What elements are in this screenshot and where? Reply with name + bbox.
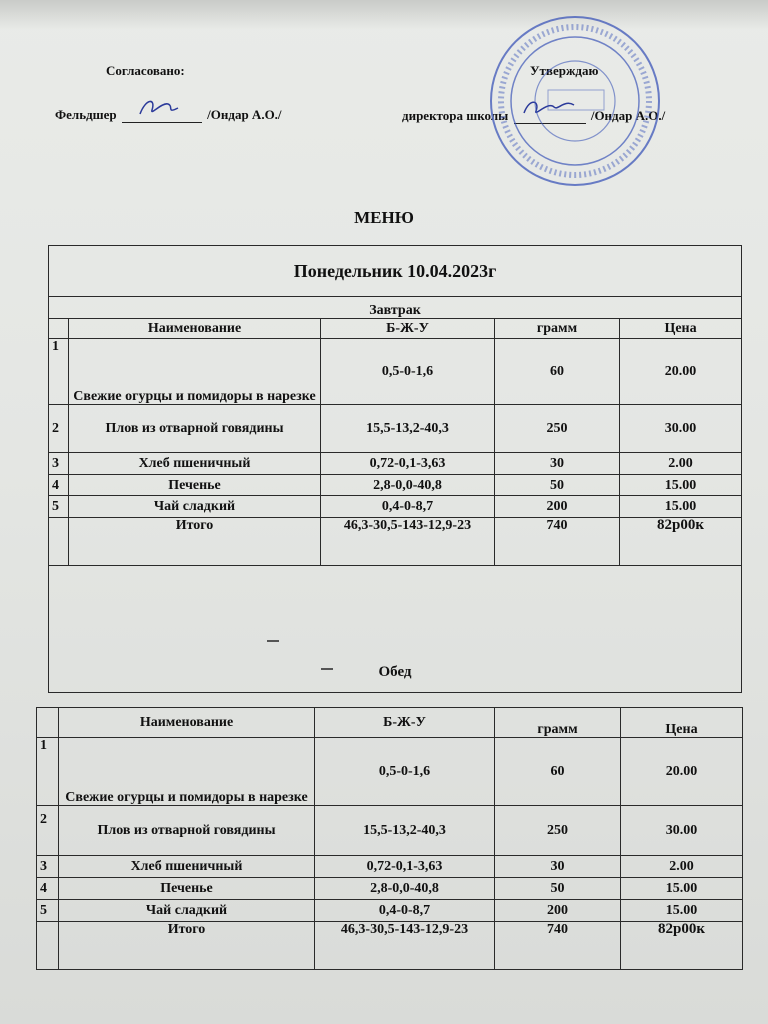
breakfast-menu-table <box>48 245 742 693</box>
medic-signature <box>122 96 202 123</box>
number-header <box>37 708 59 738</box>
gram-header: грамм <box>495 708 621 738</box>
breakfast-heading: Завтрак <box>49 297 742 319</box>
bju-header: Б-Ж-У <box>315 708 495 738</box>
school-seal-stamp <box>486 12 664 190</box>
page-title: МЕНЮ <box>354 208 414 227</box>
director-name: /Ондар А.О./ <box>590 108 666 123</box>
medic-signature-line <box>55 96 282 123</box>
gram-header: грамм <box>495 319 620 339</box>
smudge-mark <box>267 640 279 642</box>
table-row: 5 Чай сладкий 0,4-0-8,7 200 15.00 <box>49 496 742 518</box>
table-row: 3 Хлеб пшеничный 0,72-0,1-3,63 30 2.00 <box>37 856 743 878</box>
medic-name: /Ондар А.О./ <box>207 107 282 122</box>
agreed-label: Согласовано: <box>106 63 185 78</box>
section-gap <box>49 566 742 693</box>
table-row: 3 Хлеб пшеничный 0,72-0,1-3,63 30 2.00 <box>49 453 742 475</box>
column-header-row <box>49 319 742 339</box>
name-header: Наименование <box>59 708 315 738</box>
price-header: Цена <box>620 319 742 339</box>
signature-scribble-icon <box>122 96 202 118</box>
table-row: 4 Печенье 2,8-0,0-40,8 50 15.00 <box>49 475 742 496</box>
table-row: 1 Свежие огурцы и помидоры в нарезке 0,5-0-1,6 60 20.00 <box>37 738 743 806</box>
director-role: директора школы <box>402 108 509 123</box>
number-header <box>49 319 69 339</box>
bju-header: Б-Ж-У <box>321 319 495 339</box>
table-row: 2 Плов из отварной говядины 15,5-13,2-40,3 250 30.00 <box>37 806 743 856</box>
table-row: 4 Печенье 2,8-0,0-40,8 50 15.00 <box>37 878 743 900</box>
total-row: Итого 46,3-30,5-143-12,9-23 740 82р00к <box>37 922 743 970</box>
total-row: Итого 46,3-30,5-143-12,9-23 740 82р00к <box>49 518 742 566</box>
table-row: 5 Чай сладкий 0,4-0-8,7 200 15.00 <box>37 900 743 922</box>
table-row: 1 Свежие огурцы и помидоры в нарезке 0,5-0-1,6 60 20.00 <box>49 339 742 405</box>
lunch-menu-table <box>36 707 743 970</box>
day-heading: Понедельник 10.04.2023г <box>49 246 742 297</box>
lunch-heading: Обед <box>378 664 412 680</box>
name-header: Наименование <box>69 319 321 339</box>
smudge-mark <box>321 668 333 670</box>
approved-label: Утверждаю <box>530 63 599 78</box>
price-header: Цена <box>621 708 743 738</box>
table-row: 2 Плов из отварной говядины 15,5-13,2-40,3 250 30.00 <box>49 405 742 453</box>
medic-role: Фельдшер <box>55 107 117 122</box>
column-header-row <box>37 708 743 738</box>
